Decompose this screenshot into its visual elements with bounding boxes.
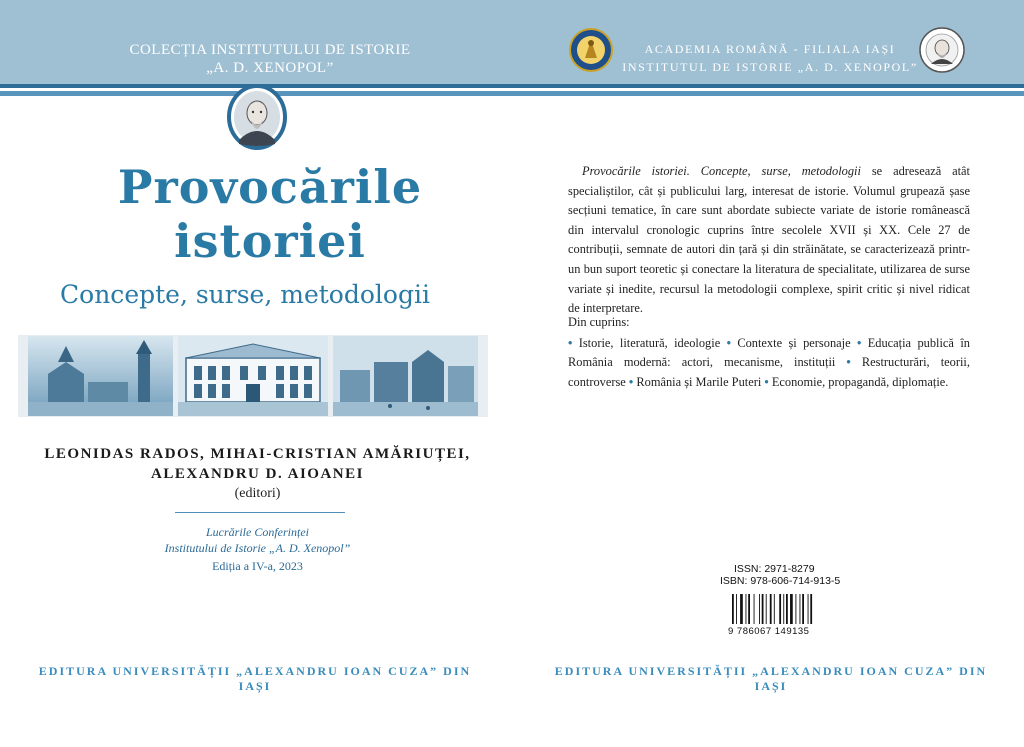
university-building-photo <box>178 336 328 416</box>
conference-title-line-1: Lucrările Conferinței <box>206 525 309 539</box>
header-stripe-lower <box>0 91 1024 96</box>
conference-title-line-2: Institutului de Istorie „A. D. Xenopol” <box>164 541 351 555</box>
section-item: România și Marile Puteri <box>636 374 762 389</box>
publisher-front: EDITURA UNIVERSITĂȚII „ALEXANDRU IOAN CUZA” DIN IAȘI <box>38 664 472 693</box>
section-item: Contexte și personaje <box>737 336 851 350</box>
collection-subtitle: „A. D. XENOPOL” <box>206 60 334 76</box>
editors-label: (editori) <box>234 486 281 501</box>
bullet-icon: • <box>568 336 573 350</box>
publisher-back: EDITURA UNIVERSITĂȚII „ALEXANDRU IOAN CUZA” DIN IAȘI <box>554 664 988 693</box>
historic-photos-strip <box>18 332 488 420</box>
bullet-icon: • <box>846 355 851 370</box>
bullet-icon: • <box>628 374 634 389</box>
section-item: Economie, propagandă, diplomație. <box>771 374 949 389</box>
street-scene-photo <box>333 336 478 416</box>
back-cover-description <box>568 162 970 319</box>
bullet-icon: • <box>856 336 862 350</box>
contents-label: Din cuprins: <box>568 315 630 329</box>
bullet-icon: • <box>726 336 731 350</box>
editors-names-line-2: ALEXANDRU D. AIOANEI <box>151 466 364 482</box>
portrait-medallion-icon <box>227 84 287 150</box>
barcode-graphic <box>731 594 813 624</box>
section-item: Istorie, literatură, ideologie <box>578 336 721 350</box>
section-item: Educația publică în România modernă: actori, mecanisme, instituții <box>568 336 970 370</box>
institute-name: INSTITUTUL DE ISTORIE „A. D. XENOPOL” <box>622 60 918 74</box>
book-title-line-2: istoriei <box>174 214 366 268</box>
contents-sections <box>568 334 970 392</box>
blurb-book-title: Provocările istoriei. Concepte, surse, metodologii <box>582 164 861 178</box>
bullet-icon: • <box>764 374 769 389</box>
church-photo <box>28 336 173 416</box>
isbn-label: ISBN: 978-606-714-913-5 <box>720 575 841 587</box>
book-subtitle: Concepte, surse, metodologii <box>60 280 430 309</box>
section-item: Restructurări, teorii, controverse <box>568 355 970 389</box>
divider-line <box>175 512 345 513</box>
editors-names-line-1: LEONIDAS RADOS, MIHAI-CRISTIAN AMĂRIUȚEI, <box>44 446 471 462</box>
barcode-number: 9 786067 149135 <box>728 626 810 637</box>
edition-label: Ediția a IV-a, 2023 <box>212 559 303 573</box>
book-title-line-1: Provocările <box>117 160 423 214</box>
academy-name: ACADEMIA ROMÂNĂ - FILIALA IAȘI <box>644 42 896 56</box>
academy-logo-icon <box>569 28 613 72</box>
collection-title: COLECȚIA INSTITUTULUI DE ISTORIE <box>129 42 411 58</box>
issn-label: ISSN: 2971-8279 <box>734 563 815 575</box>
blurb-text: se adresează atât specialiștilor, cât și publicului larg, interesat de istorie. Volumul grupează șase secțiuni tematice, în care sunt abordate subiecte variate de istorie românească din intervalul cronologic cuprins între secolele XVII și XX. Cele 27 de contribuții, semnate de autori din țară și din străinătate, se caracterizează printr-un bun suport teoretic și conectare la literatura de specialitate, utilizarea de surse variate și inedite, recursul la metodologii complexe, spirit critic și nivel ridicat de interpretare. <box>568 164 970 316</box>
institute-seal-icon <box>919 26 965 74</box>
